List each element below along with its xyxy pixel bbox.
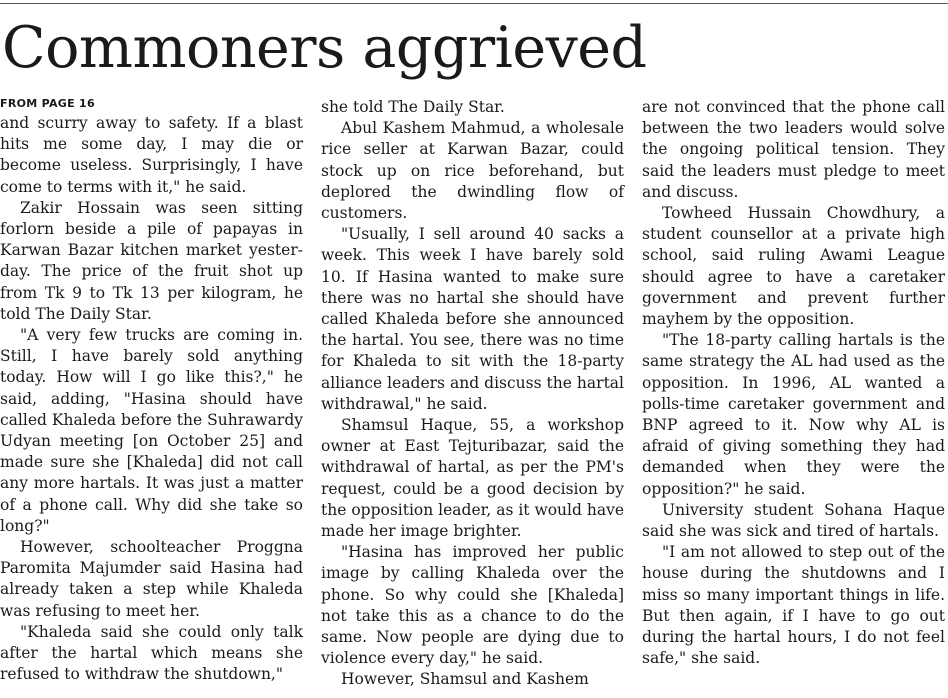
column-3	[642, 97, 945, 669]
column-2	[321, 97, 624, 691]
paragraph: "The 18-party calling hartals is the same strategy the AL had used as the opposition. In 1996, AL wanted a polls-time caretaker government and BNP agreed to it. Now why AL is afraid of giving something they had demanded when they were the opposition?" he said.	[642, 331, 945, 498]
paragraph: "Khaleda said she could only talk after the hartal which means she refused to withdraw the shutdown,"	[0, 622, 303, 684]
paragraph: Abul Kashem Mahmud, a wholesale rice seller at Karwan Bazar, could stock up on rice beforehand, but deplored the dwindling flow of customers.	[321, 119, 624, 223]
paragraph: and scurry away to safety. If a blast hits me some day, I may die or become useless. Surprisingly, I have come to terms with it," he said.	[0, 114, 303, 196]
paragraph: However, Shamsul and Kashem	[341, 670, 589, 689]
headline: Commoners aggrieved	[2, 15, 647, 81]
paragraph: "Hasina has improved her public image by calling Khaleda over the phone. So why could she [Khaleda] not take this as a chance to do the same. Now people are dying due to violence every day," he said.	[321, 543, 624, 668]
paragraph: Zakir Hossain was seen sitting forlorn beside a pile of papayas in Karwan Bazar kitchen market yesterday. The price of the fruit shot up from Tk 9 to Tk 13 per kilogram, he told The Daily Star.	[0, 198, 303, 323]
paragraph: However, schoolteacher Proggna Paromita Majumder said Hasina had already taken a step while Khaleda was refusing to meet her.	[0, 538, 303, 620]
jump-line: FROM PAGE 16	[0, 97, 95, 110]
paragraph: Shamsul Haque, 55, a workshop owner at East Tejturibazar, said the withdrawal of hartal, as per the PM's request, could be a good decision by the opposition leader, as it would have made her image brighter.	[321, 416, 624, 541]
paragraph: "A very few trucks are coming in. Still, I have barely sold anything today. How will I go like this?," he said, adding, "Hasina should have called Khaleda before the Suhrawardy Udyan meeting [on October 25] and made sure she [Khaleda] did not call any more hartals. It was just a matter of a phone call. Why did she take so long?"	[0, 326, 303, 535]
paragraph: "Usually, I sell around 40 sacks a week. This week I have barely sold 10. If Hasina wanted to make sure there was no hartal she should have called Khaleda before she announced the hartal. You see, there was no time for Khaleda to sit with the 18-party alliance leaders and discuss the hartal withdrawal," he said.	[321, 225, 624, 413]
paragraph: she told The Daily Star.	[321, 98, 505, 116]
top-rule	[0, 3, 948, 4]
paragraph: Towheed Hussain Chowdhury, a student counsellor at a private high school, said ruling Awami League should agree to have a caretaker government and prevent further mayhem by the opposition.	[642, 204, 945, 329]
paragraph: University student Sohana Haque said she was sick and tired of hartals.	[642, 500, 945, 541]
column-1	[0, 97, 303, 685]
paragraph: are not convinced that the phone call between the two leaders would solve the ongoing political tension. They said the leaders must pledge to meet and discuss.	[642, 98, 945, 201]
paragraph: "I am not allowed to step out of the house during the shutdowns and I miss so many important things in life. But then again, if I have to go out during the hartal hours, I do not feel safe," she said.	[642, 543, 945, 668]
